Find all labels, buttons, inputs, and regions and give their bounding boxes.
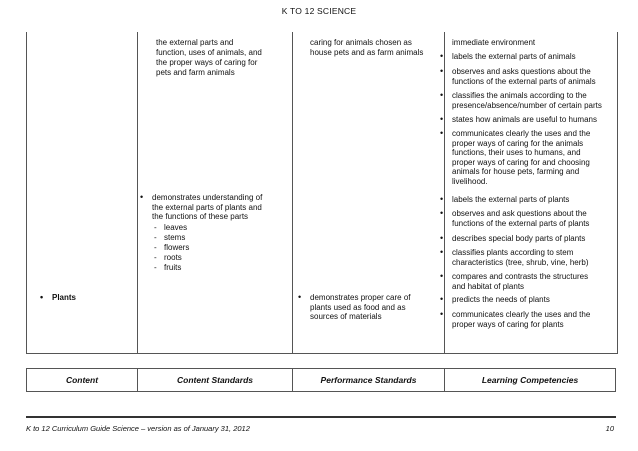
content-standard-text: demonstrates understanding of: [152, 193, 263, 202]
header-content: Content: [65, 375, 99, 385]
competency-text: characteristics (tree, shrub, vine, herb): [452, 257, 589, 267]
plant-part-item: - stems: [154, 233, 185, 243]
content-standard-line: the external parts and: [156, 38, 234, 47]
competency-text: observes and ask questions about the: [452, 209, 587, 218]
plant-part-item: - fruits: [154, 263, 181, 273]
footer-rule: [26, 416, 616, 418]
column-header-table: [26, 368, 616, 392]
competency-text: and habitat of plants: [452, 281, 525, 291]
plant-part-item: - roots: [154, 253, 182, 263]
competency-text: proper ways of caring for and choosing: [452, 157, 590, 167]
competency-text: functions, their uses to humans, and: [452, 148, 581, 158]
competency-text: livelihood.: [452, 176, 488, 186]
competency-item: [438, 195, 569, 205]
competency-text: presence/absence/number of certain parts: [452, 100, 602, 110]
content-label: Plants: [52, 293, 77, 302]
competency-text: describes special body parts of plants: [452, 234, 586, 243]
competency-text: states how animals are useful to humans: [452, 115, 597, 124]
competency-text: animals for house pets, farming and: [452, 167, 580, 177]
competency-item: [438, 272, 588, 291]
competency-text: compares and contrasts the structures: [452, 272, 589, 281]
content-standard-line: function, uses of animals, and: [156, 48, 262, 57]
competency-item: [438, 52, 576, 62]
competency-item: [438, 295, 550, 305]
competency-continuation: immediate environment: [452, 38, 536, 47]
competency-item: [438, 209, 589, 228]
content-standard-line: pets and farm animals: [156, 68, 235, 77]
content-standard-text: the functions of these parts: [152, 212, 249, 222]
content-standard-line: the proper ways of caring for: [156, 58, 258, 67]
competency-item: [438, 310, 590, 329]
header-performance-standards: Performance Standards: [320, 375, 417, 385]
competency-text: proper ways of caring for the animals: [452, 138, 584, 148]
footer-guide-version: K to 12 Curriculum Guide Science – version as of January 31, 2012: [26, 424, 250, 433]
competency-text: observes and asks questions about the: [452, 67, 591, 76]
performance-standard-line: house pets and as farm animals: [310, 48, 424, 57]
competency-text: predicts the needs of plants: [452, 295, 550, 304]
competency-item: [438, 248, 589, 267]
competency-text: labels the external parts of plants: [452, 195, 570, 204]
competency-item: [438, 234, 585, 244]
page-number: 10: [605, 424, 614, 433]
competency-text: classifies the animals according to the: [452, 91, 587, 100]
header-content-standards: Content Standards: [176, 375, 254, 385]
competency-text: functions of the external parts of animals: [452, 76, 596, 86]
competency-item: [438, 115, 597, 125]
performance-text: plants used as food and as: [310, 302, 406, 312]
performance-standard-item: [296, 293, 411, 322]
competency-item: [438, 67, 596, 86]
header-learning-competencies: Learning Competencies: [481, 375, 579, 385]
content-standard-text: the external parts of plants and: [152, 202, 262, 212]
plant-part-item: - leaves: [154, 223, 187, 233]
content-standard-item: [138, 193, 262, 222]
competency-text: communicates clearly the uses and the: [452, 310, 591, 319]
content-plants: [38, 293, 76, 303]
competency-text: functions of the external parts of plants: [452, 218, 590, 228]
competency-item: [438, 129, 590, 187]
performance-text: sources of materials: [310, 312, 382, 322]
performance-standard-line: caring for animals chosen as: [310, 38, 412, 47]
column-divider: [292, 32, 293, 353]
page-header: K TO 12 SCIENCE: [281, 6, 357, 16]
competency-item: [438, 91, 602, 110]
plant-part-item: - flowers: [154, 243, 189, 253]
competency-text: communicates clearly the uses and the: [452, 129, 591, 138]
competency-text: labels the external parts of animals: [452, 52, 576, 61]
competency-text: proper ways of caring for plants: [452, 319, 564, 329]
performance-text: demonstrates proper care of: [310, 293, 411, 302]
competency-text: classifies plants according to stem: [452, 248, 574, 257]
